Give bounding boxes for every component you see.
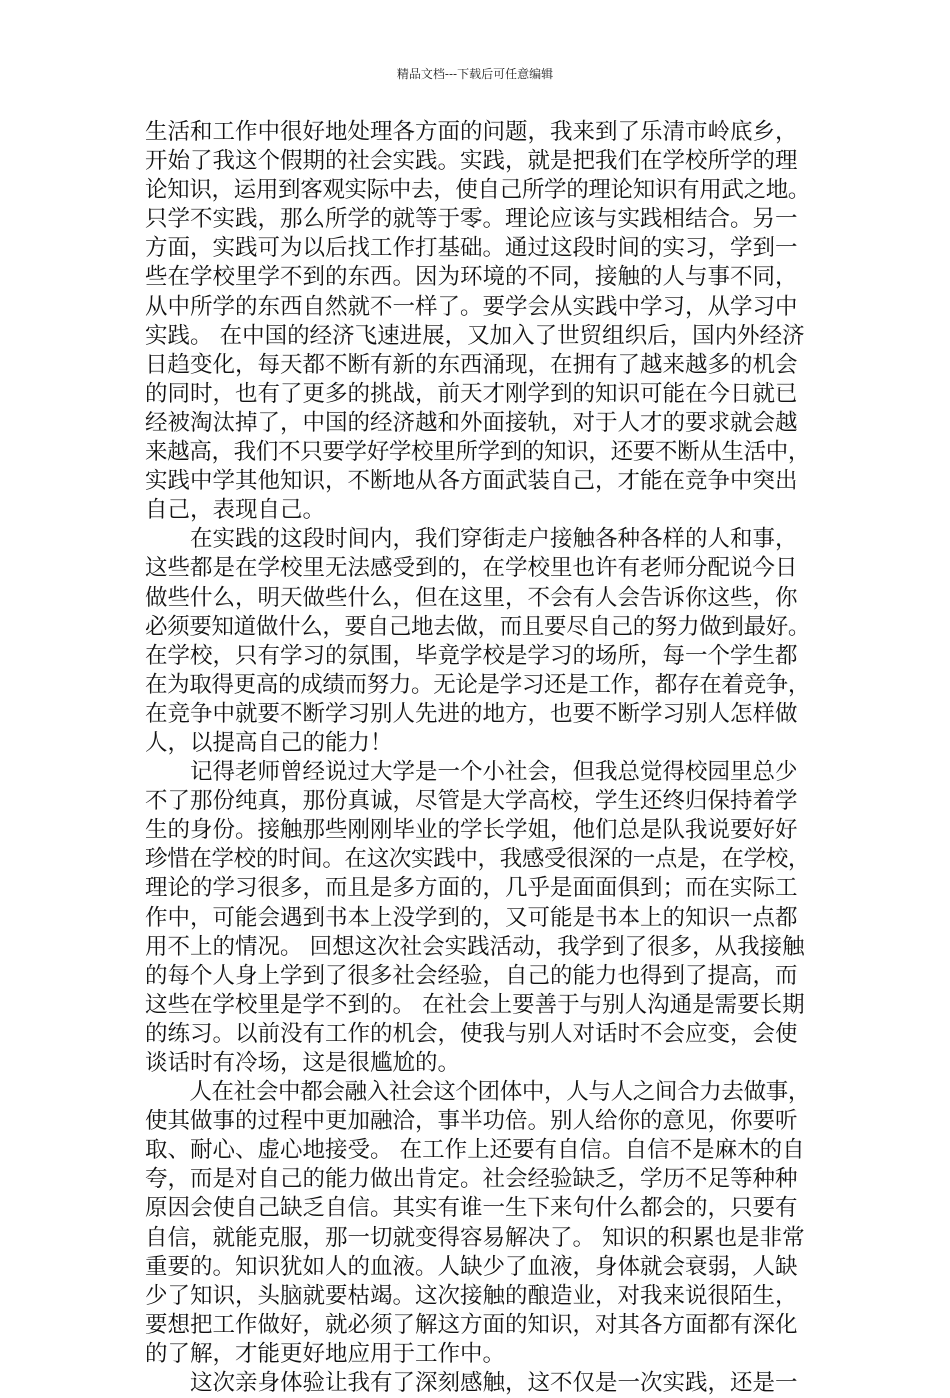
text-line: 理论的学习很多，而且是多方面的，几乎是面面俱到；而在实际工 [145,875,798,902]
text-line: 只学不实践，那么所学的就等于零。理论应该与实践相结合。另一 [145,206,798,233]
text-line: 这些都是在学校里无法感受到的，在学校里也许有老师分配说今日 [145,555,798,582]
text-line: 必须要知道做什么，要自己地去做，而且要尽自己的努力做到最好。 [145,613,811,640]
text-line: 人在社会中都会融入社会这个团体中，人与人之间合力去做事， [145,1079,811,1106]
text-line: 的了解，才能更好地应用于工作中。 [145,1340,506,1367]
text-line: 做些什么，明天做些什么，但在这里，不会有人会告诉你这些，你 [145,584,798,611]
text-line: 实践中学其他知识，不断地从各方面武装自己，才能在竞争中突出 [145,468,798,495]
text-line: 重要的。知识犹如人的血液。人缺少了血液，身体就会衰弱，人缺 [145,1253,798,1280]
text-line: 来越高，我们不只要学好学校里所学到的知识，还要不断从生活中， [145,439,811,466]
text-line: 在学校，只有学习的氛围，毕竟学校是学习的场所，每一个学生都 [145,642,798,669]
text-line: 生活和工作中很好地处理各方面的问题，我来到了乐清市岭底乡， [145,119,798,145]
text-line: 在竞争中就要不断学习别人先进的地方，也要不断学习别人怎样做 [145,700,798,727]
text-line: 自己，表现自己。 [145,497,326,524]
text-line: 开始了我这个假期的社会实践。实践，就是把我们在学校所学的理 [145,148,798,175]
text-line: 原因会使自己缺乏自信。其实有谁一生下来句什么都会的，只要有 [145,1195,798,1222]
text-line: 使其做事的过程中更加融洽，事半功倍。别人给你的意见，你要听 [145,1108,798,1135]
text-line: 少了知识，头脑就要枯竭。这次接触的酿造业，对我来说很陌生， [145,1282,798,1309]
text-line: 夸，而是对自己的能力做出肯定。社会经验缺乏，学历不足等种种 [145,1166,798,1193]
text-line: 用不上的情况。 回想这次社会实践活动，我学到了很多，从我接触 [145,933,805,960]
text-line: 论知识，运用到客观实际中去，使自己所学的理论知识有用武之地。 [145,177,811,204]
text-line: 这些在学校里是学不到的。 在社会上要善于与别人沟通是需要长期 [145,991,805,1018]
text-line: 的练习。以前没有工作的机会，使我与别人对话时不会应变，会使 [145,1020,798,1047]
text-line: 些在学校里学不到的东西。因为环境的不同，接触的人与事不同， [145,264,798,291]
text-line: 取、耐心、虚心地接受。 在工作上还要有自信。自信不是麻木的自 [145,1137,805,1164]
text-line: 实践。 在中国的经济飞速进展，又加入了世贸组织后，国内外经济 [145,322,805,349]
text-line: 的同时，也有了更多的挑战，前天才刚学到的知识可能在今日就已 [145,380,798,407]
text-line: 谈话时有冷场，这是很尴尬的。 [145,1050,461,1076]
text-line: 不了那份纯真，那份真诚，尽管是大学高校，学生还终归保持着学 [145,788,798,815]
text-line: 人，以提高自己的能力！ [145,729,393,756]
text-line: 从中所学的东西自然就不一样了。要学会从实践中学习，从学习中 [145,293,798,320]
page-header: 精品文档---下载后可任意编辑 [396,67,554,81]
text-line: 珍惜在学校的时间。在这次实践中，我感受很深的一点是，在学校， [145,846,811,873]
text-line: 的每个人身上学到了很多社会经验，自己的能力也得到了提高，而 [145,962,798,989]
text-line: 这次亲身体验让我有了深刻感触，这不仅是一次实践，还是一 [145,1370,798,1397]
text-line: 经被淘汰掉了，中国的经济越和外面接轨，对于人才的要求就会越 [145,409,798,436]
text-line: 在为取得更高的成绩而努力。无论是学习还是工作，都存在着竞争， [145,671,811,698]
text-line: 方面，实践可为以后找工作打基础。通过这段时间的实习，学到一 [145,235,798,262]
text-line: 在实践的这段时间内，我们穿街走户接触各种各样的人和事， [145,526,798,553]
text-line: 生的身份。接触那些刚刚毕业的学长学姐，他们总是队我说要好好 [145,817,798,844]
body-text [145,118,810,1398]
text-line: 记得老师曾经说过大学是一个小社会，但我总觉得校园里总少 [145,759,798,786]
text-line: 自信，就能克服，那一切就变得容易解决了。 知识的积累也是非常 [145,1224,805,1251]
text-line: 作中，可能会遇到书本上没学到的，又可能是书本上的知识一点都 [145,904,798,931]
text-line: 要想把工作做好，就必须了解这方面的知识，对其各方面都有深化 [145,1311,798,1338]
text-line: 日趋变化，每天都不断有新的东西涌现，在拥有了越来越多的机会 [145,351,798,378]
